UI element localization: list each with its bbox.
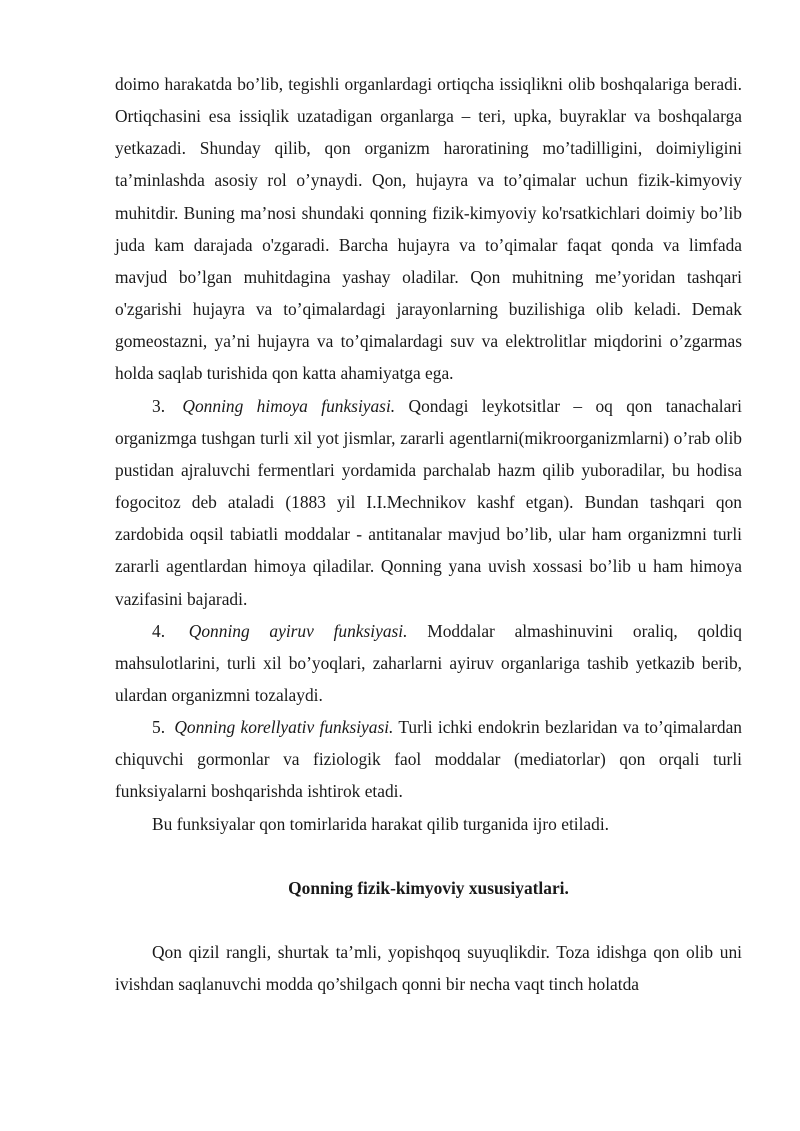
- section-title-correlative: Qonning korellyativ funksiyasi.: [174, 717, 394, 738]
- paragraph-thermoregulation: doimo harakatda bo’lib, tegishli organlardagi ortiqcha issiqlikni olib boshqalariga beradi. Ortiqchasini esa issiqlik uzatadigan organlarga – teri, upka, buyraklar va boshqalarga yetkazadi. Shunday qilib, qon organizm haroratining mo’tadilligini, doimiyligini ta’minlashda asosiy rol o’ynaydi. Qon, hujayra va to’qimalar uchun fizik-kimyoviy muhitdir. Buning ma’nosi shundaki qonning fizik-kimyoviy ko'rsatkichlari doimiy bo’lib juda kam darajada o'zgaradi. Barcha hujayra va to’qimalar faqat qonda va limfada mavjud bo’lgan muhitdagina yashay oladilar. Qon muhitning me’yoridan tashqari o'zgarishi hujayra va to’qimalardagi jarayonlarning buzilishiga olib keladi. Demak gomeostazni, ya’ni hujayra va to’qimalardagi suv va elektrolitlar miqdorini o’zgarmas holda saqlab turishida qon katta ahamiyatga ega.: [115, 74, 742, 384]
- paragraph-text: Qondagi leykotsitlar – oq qon tanachalari organizmga tushgan turli xil yot jismlar, zararli agentlarni(mikroorganizmlarni) o’rab olib pustidan ajraluvchi fermentlari yordamida parchalab hazm qilib yuboradilar, bu hodisa fogocitoz deb ataladi (1883 yil I.I.Mechnikov kashf etgan). Bundan tashqari qon zardobida oqsil tabiatli moddalar - antitanalar mavjud bo’lib, ular ham organizmni turli zararli agentlardan himoya qiladilar. Qonning yana uvish xossasi bo’lib u ham himoya vazifasini bajaradi.: [115, 395, 742, 609]
- paragraph-text: Turli ichki endokrin bezlaridan va to’qimalardan chiquvchi gormonlar va fiziologik faol moddalar (mediatorlar) qon orqali turli funksiyalarni boshqarishda ishtirok etadi.: [115, 717, 742, 802]
- list-number: 5.: [152, 717, 166, 738]
- paragraph-protective-function: [115, 390, 742, 615]
- paragraph-summary: Bu funksiyalar qon tomirlarida harakat qilib turganida ijro etiladi.: [152, 813, 610, 834]
- paragraph-correlative-function: [115, 711, 742, 807]
- section-heading: Qonning fizik-kimyoviy xususiyatlari.: [288, 877, 569, 898]
- document-page: [115, 68, 742, 1000]
- paragraph-physical-properties: Qon qizil rangli, shurtak ta’mli, yopishqoq suyuqlikdir. Toza idishga qon olib uni ivishdan saqlanuvchi modda qo’shilgach qonni bir necha vaqt tinch holatda: [115, 941, 742, 995]
- paragraph-excretory-function: [115, 615, 742, 711]
- paragraph-text: Moddalar almashinuvini oraliq, qoldiq mahsulotlarini, turli xil bo’yoqlari, zaharlarni ayiruv organlariga tashib yetkazib berib, ulardan organizmni tozalaydi.: [115, 620, 742, 705]
- list-number: 4.: [152, 620, 166, 641]
- list-number: 3.: [152, 395, 166, 416]
- section-title-protective: Qonning himoya funksiyasi.: [182, 395, 396, 416]
- section-title-excretory: Qonning ayiruv funksiyasi.: [188, 620, 408, 641]
